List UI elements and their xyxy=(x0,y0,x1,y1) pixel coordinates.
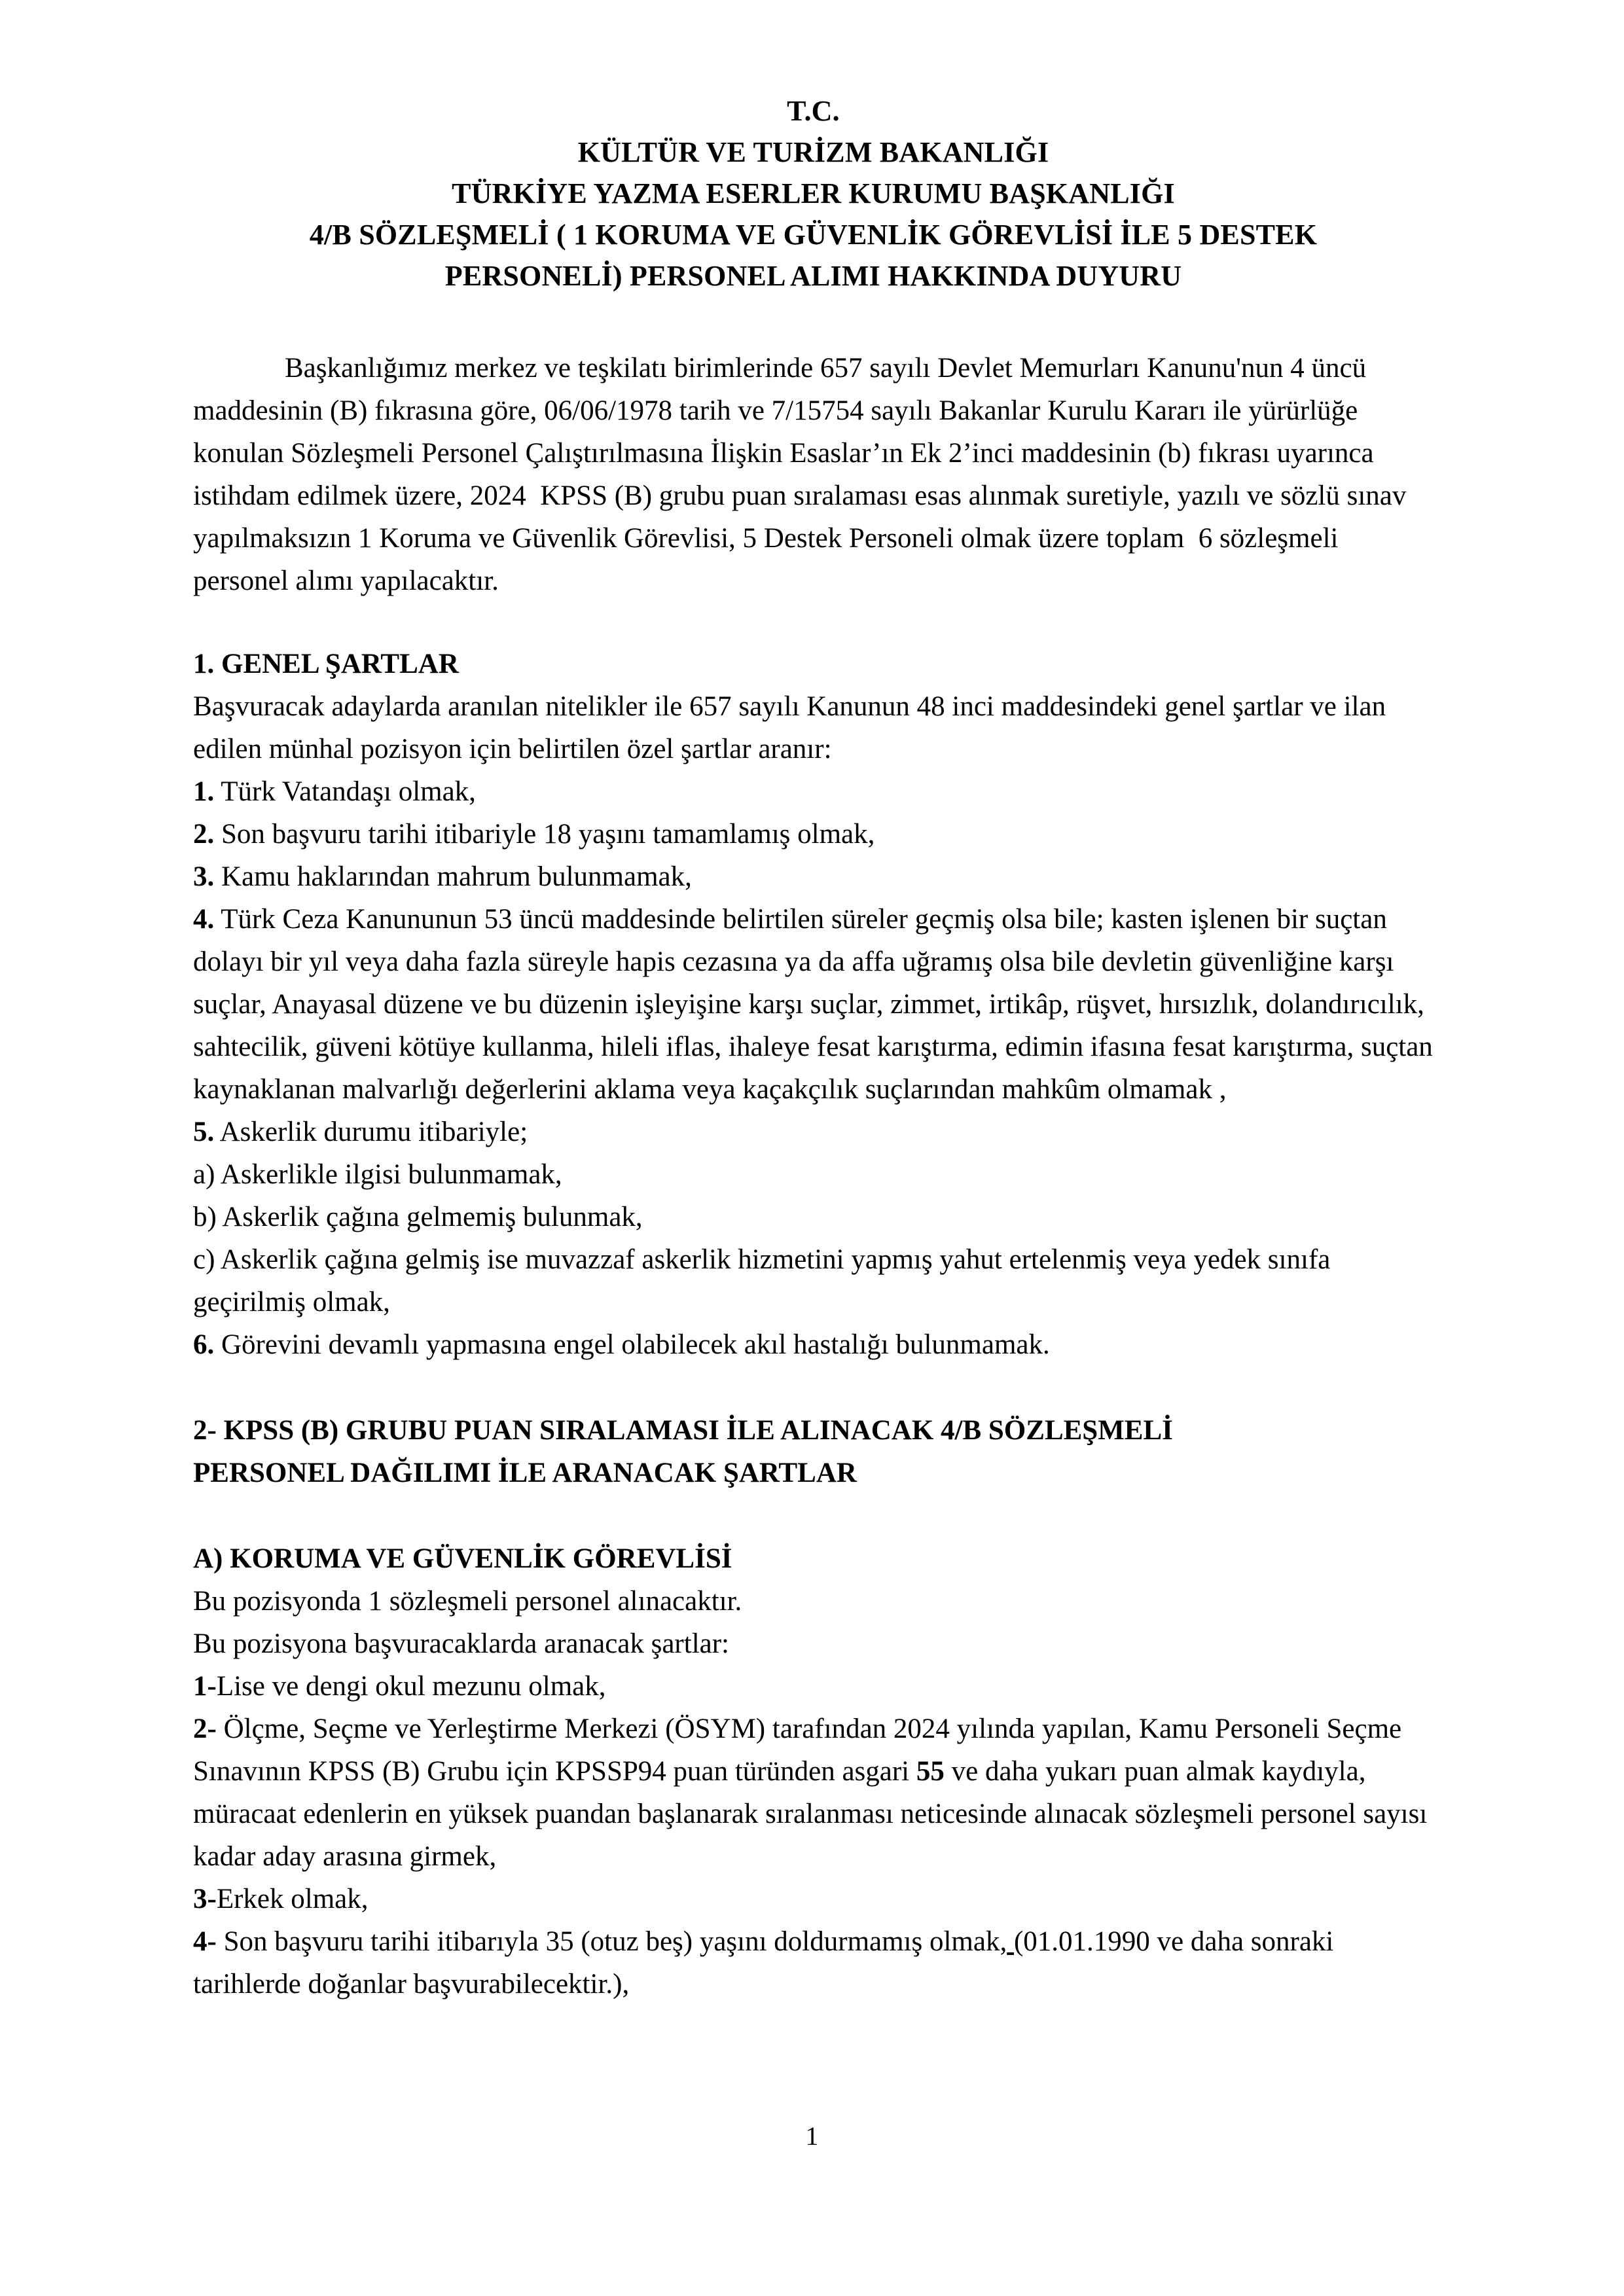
spacer-before-section-2 xyxy=(193,1366,1440,1409)
section-2-heading-line-1: 2- KPSS (B) GRUBU PUAN SIRALAMASI İLE ALINACAK 4/B SÖZLEŞMELİ xyxy=(193,1415,1173,1446)
title-line-3: TÜRKİYE YAZMA ESERLER KURUMU BAŞKANLIĞI xyxy=(452,177,1175,209)
section-a-item-3 xyxy=(193,1878,1440,1920)
section-a-item-3-text: Erkek olmak, xyxy=(216,1884,369,1914)
section-a-line-1: Bu pozisyonda 1 sözleşmeli personel alınacaktır. xyxy=(193,1586,742,1617)
section-a-heading: A) KORUMA VE GÜVENLİK GÖREVLİSİ xyxy=(193,1543,732,1574)
general-item-4-marker: 4. xyxy=(193,904,215,935)
title-line-2: KÜLTÜR VE TURİZM BAKANLIĞI xyxy=(577,136,1049,168)
general-item-1-marker: 1. xyxy=(193,776,215,807)
section-a-line-2: Bu pozisyona başvuracaklarda aranacak şartlar: xyxy=(193,1628,729,1659)
general-item-5-marker: 5. xyxy=(193,1117,215,1147)
general-item-2-marker: 2. xyxy=(193,819,215,850)
general-item-6 xyxy=(193,1323,1440,1366)
general-item-5 xyxy=(193,1111,1440,1153)
general-item-2 xyxy=(193,813,1440,855)
section-a-item-1-marker: 1- xyxy=(193,1671,217,1702)
title-line-4: 4/B SÖZLEŞMELİ ( 1 KORUMA VE GÜVENLİK GÖREVLİSİ İLE 5 DESTEK xyxy=(309,219,1318,251)
page-number: 1 xyxy=(805,2121,819,2151)
spacer-after-intro xyxy=(193,602,1440,643)
section-a-item-1 xyxy=(193,1665,1440,1708)
general-item-5-text: Askerlik durumu itibariyle; xyxy=(214,1117,528,1147)
title-line-5: PERSONELİ) PERSONEL ALIMI HAKKINDA DUYURU xyxy=(444,260,1182,292)
section-a-item-2-score: 55 xyxy=(916,1756,945,1787)
general-item-6-text: Görevini devamlı yapmasına engel olabilecek akıl hastalığı bulunmamak. xyxy=(214,1329,1050,1360)
section-a-item-4-tail: (01.01.1990 ve daha sonraki tarihlerde doğanlar başvurabilecektir.), xyxy=(193,1926,1341,2000)
spacer-before-section-a xyxy=(193,1494,1440,1537)
section-1-heading: 1. GENEL ŞARTLAR xyxy=(193,649,459,679)
section-a-item-1-text: Lise ve dengi okul mezunu olmak, xyxy=(216,1671,606,1702)
general-item-2-text: Son başvuru tarihi itibariyle 18 yaşını tamamlamış olmak, xyxy=(214,819,875,850)
general-item-3-marker: 3. xyxy=(193,861,215,892)
general-item-1 xyxy=(193,770,1440,813)
intro-paragraph: Başkanlığımız merkez ve teşkilatı birimlerinde 657 sayılı Devlet Memurları Kanunu'nun 4 üncü maddesinin (B) fıkrasına göre, 06/06/1978 tarih ve 7/15754 sayılı Bakanlar Kurulu Kararı ile yürürlüğe konulan Sözleşmeli Personel Çalıştırılmasına İlişkin Esaslar’ın Ek 2’inci maddesinin (b) fıkrası uyarınca istihdam edilmek üzere, 2024 KPSS (B) grubu puan sıralaması esas alınmak suretiyle, yazılı ve sözlü sınav yapılmaksızın 1 Koruma ve Güvenlik Görevlisi, 5 Destek Personeli olmak üzere toplam 6 sözleşmeli personel alımı yapılacaktır. xyxy=(193,353,1414,596)
section-a-item-4-marker: 4- xyxy=(193,1926,217,1957)
section-a-item-2-text: Ölçme, Seçme ve Yerleştirme Merkezi (ÖSYM) tarafından 2024 yılında yapılan, Kamu Personeli Seçme Sınavının KPSS (B) Grubu için KPSSP94 puan türünden asgari xyxy=(193,1713,1409,1787)
title-line-1: T.C. xyxy=(787,95,840,127)
section-a-item-2 xyxy=(193,1708,1440,1878)
general-item-4 xyxy=(193,898,1440,1111)
general-item-6-marker: 6. xyxy=(193,1329,215,1360)
section-a-item-2-tail: ve daha yukarı puan almak kaydıyla, müracaat edenlerin en yüksek puandan başlanarak sıralanması neticesinde alınacak sözleşmeli personel sayısı kadar aday arasına girmek, xyxy=(193,1756,1435,1872)
general-item-4-text: Türk Ceza Kanununun 53 üncü maddesinde belirtilen süreler geçmiş olsa bile; kasten işlenen bir suçtan dolayı bir yıl veya daha fazla süreyle hapis cezasına ya da affa uğramış olsa bile devletin güvenliğine karşı suçlar, Anayasal düzene ve bu düzenin işleyişine karşı suçlar, zimmet, irtikâp, rüşvet, hırsızlık, dolandırıcılık, sahtecilik, güveni kötüye kullanma, hileli iflas, ihaleye fesat karıştırma, edimin ifasına fesat karıştırma, suçtan kaynaklanan malvarlığı değerlerini aklama veya kaçakçılık suçlarından mahkûm olmamak , xyxy=(193,904,1440,1105)
section-1-lead: Başvuracak adaylarda aranılan nitelikler ile 657 sayılı Kanunun 48 inci maddesindeki genel şartlar ve ilan edilen münhal pozisyon için belirtilen özel şartlar aranır: xyxy=(193,691,1393,764)
section-a-item-4 xyxy=(193,1920,1440,2005)
general-item-3-text: Kamu haklarından mahrum bulunmamak, xyxy=(214,861,692,892)
underlined-space xyxy=(1007,1926,1014,1957)
section-a-item-2-marker: 2- xyxy=(193,1713,217,1744)
general-item-1-text: Türk Vatandaşı olmak, xyxy=(214,776,476,807)
section-a-item-4-text: Son başvuru tarihi itibarıyla 35 (otuz beş) yaşını doldurmamış olmak, xyxy=(216,1926,1007,1957)
general-item-3 xyxy=(193,855,1440,898)
general-item-5b: b) Askerlik çağına gelmemiş bulunmak, xyxy=(193,1202,643,1232)
general-item-5c: c) Askerlik çağına gelmiş ise muvazzaf askerlik hizmetini yapmış yahut ertelenmiş veya yedek sınıfa geçirilmiş olmak, xyxy=(193,1244,1338,1318)
section-a-item-3-marker: 3- xyxy=(193,1884,217,1914)
document-title-block xyxy=(193,90,1434,296)
general-item-5a: a) Askerlikle ilgisi bulunmamak, xyxy=(193,1159,562,1190)
section-2-heading-line-2: PERSONEL DAĞILIMI İLE ARANACAK ŞARTLAR xyxy=(193,1458,857,1488)
document-body xyxy=(193,347,1440,2005)
